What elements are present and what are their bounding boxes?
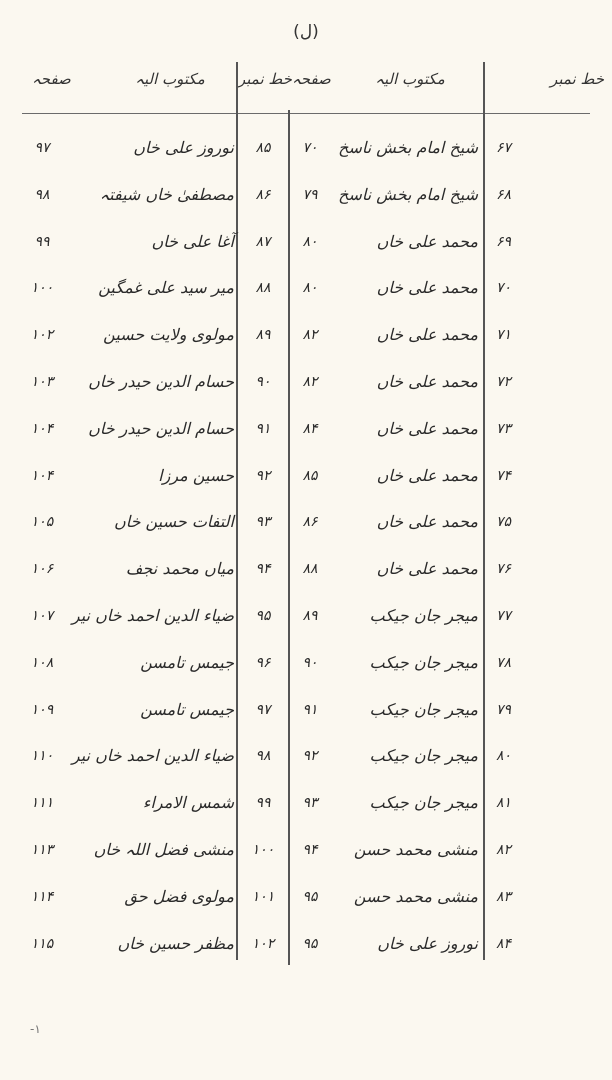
right-letter-number: ۷۷ [496, 608, 512, 624]
right-page-number: ۸۵ [302, 467, 318, 484]
left-letter-number: ۹۹ [255, 795, 271, 812]
table-row [0, 643, 612, 683]
right-letter-number: ۶۸ [496, 186, 512, 203]
right-page-number: ۸۰ [302, 280, 318, 297]
left-page-number: ۱۰۰ [30, 280, 54, 297]
right-addressee: میجر جان جیکب [369, 793, 478, 813]
header-right-page: صفحہ [292, 70, 331, 88]
left-letter-number: ۹۵ [255, 608, 271, 624]
left-addressee: میر سید علی غمگین [98, 278, 234, 298]
left-letter-number: ۹۲ [255, 467, 271, 484]
left-addressee: مولوی فضل حق [124, 886, 234, 906]
left-addressee: مظفر حسین خاں [117, 933, 234, 953]
right-page-number: ۹۴ [302, 842, 318, 858]
left-page-number: ۱۱۳ [30, 842, 54, 858]
right-addressee: نوروز علی خاں [377, 933, 478, 953]
left-page-number: ۹۷ [34, 140, 50, 156]
right-letter-number: ۶۹ [496, 233, 512, 250]
right-page-number: ۹۲ [302, 748, 318, 765]
right-addressee: محمد علی خاں [376, 278, 478, 298]
right-addressee: محمد علی خاں [376, 465, 478, 485]
right-page-number: ۷۰ [302, 140, 318, 156]
left-page-number: ۱۱۵ [30, 935, 54, 952]
left-addressee: آغا علی خاں [151, 231, 234, 251]
left-page-number: ۱۱۴ [30, 888, 54, 905]
left-addressee: مصطفیٰ خاں شیفتہ [99, 184, 234, 204]
right-addressee: میجر جان جیکب [369, 746, 478, 766]
header-rule [22, 113, 590, 114]
left-addressee: مولوی ولایت حسین [103, 325, 234, 345]
left-page-number: ۱۰۴ [30, 467, 54, 484]
left-letter-number: ۹۶ [255, 654, 271, 671]
left-page-number: ۱۰۸ [30, 654, 54, 671]
table-row [0, 456, 612, 496]
table-row [0, 268, 612, 308]
left-page-number: ۹۸ [34, 186, 50, 203]
right-addressee: منشی محمد حسن [353, 886, 478, 906]
table-row [0, 596, 612, 636]
footer-mark: -۱ [30, 1022, 41, 1036]
left-addressee: حسام الدین حیدر خاں [88, 372, 234, 391]
table-row [0, 315, 612, 355]
left-page-number: ۱۰۳ [30, 374, 54, 390]
right-letter-number: ۷۰ [496, 280, 512, 297]
table-row [0, 690, 612, 730]
right-letter-number: ۷۳ [496, 420, 512, 437]
right-letter-number: ۷۹ [496, 701, 512, 718]
left-letter-number: ۹۱ [255, 420, 271, 437]
left-addressee: حسام الدین حیدر خاں [88, 418, 234, 438]
left-letter-number: ۹۷ [255, 701, 271, 718]
right-page-number: ۷۹ [302, 186, 318, 203]
right-letter-number: ۶۷ [496, 140, 512, 156]
left-page-number: ۱۱۰ [30, 748, 54, 765]
right-addressee: محمد علی خاں [376, 231, 478, 251]
right-page-number: ۸۰ [302, 233, 318, 250]
left-addressee: ضیاء الدین احمد خاں نیر [71, 606, 234, 625]
left-letter-number: ۸۹ [255, 327, 271, 344]
page-marker: (ل) [293, 22, 319, 42]
left-addressee: التفات حسین خاں [113, 512, 234, 532]
right-page-number: ۹۵ [302, 888, 318, 905]
right-page-number: ۸۲ [302, 374, 318, 390]
table-row [0, 175, 612, 215]
left-page-number: ۱۰۹ [30, 701, 54, 718]
left-addressee: نوروز علی خاں [133, 138, 234, 157]
right-page-number: ۸۹ [302, 608, 318, 624]
right-addressee: محمد علی خاں [376, 559, 478, 579]
left-letter-number: ۱۰۰ [251, 842, 275, 858]
right-page-number: ۹۰ [302, 654, 318, 671]
left-addressee: میاں محمد نجف [125, 559, 234, 579]
right-page-number: ۸۲ [302, 327, 318, 344]
right-page-number: ۸۶ [302, 514, 318, 531]
right-letter-number: ۸۳ [496, 888, 512, 905]
table-row [0, 783, 612, 823]
table-row [0, 549, 612, 589]
header-left-addressee: مکتوب الیہ [135, 70, 205, 88]
right-addressee: میجر جان جیکب [369, 606, 478, 625]
left-page-number: ۱۰۵ [30, 514, 54, 531]
right-addressee: محمد علی خاں [376, 418, 478, 438]
left-letter-number: ۹۰ [255, 374, 271, 390]
right-page-number: ۹۳ [302, 795, 318, 812]
right-addressee: شیخ امام بخش ناسخ [338, 184, 478, 204]
left-page-number: ۱۰۴ [30, 420, 54, 437]
left-page-number: ۱۰۷ [30, 608, 54, 624]
right-letter-number: ۷۱ [496, 327, 512, 344]
left-addressee: جیمس تامسن [140, 652, 234, 672]
right-addressee: محمد علی خاں [376, 512, 478, 532]
table-row [0, 362, 612, 402]
left-letter-number: ۸۸ [255, 280, 271, 297]
left-addressee: شمس الامراء [142, 793, 234, 813]
right-letter-number: ۷۸ [496, 654, 512, 671]
table-row [0, 502, 612, 542]
left-page-number: ۹۹ [34, 233, 50, 250]
right-addressee: محمد علی خاں [376, 372, 478, 391]
right-page-number: ۸۸ [302, 561, 318, 578]
table-row [0, 222, 612, 262]
left-page-number: ۱۰۲ [30, 327, 54, 344]
left-addressee: حسین مرزا [158, 465, 234, 485]
right-addressee: شیخ امام بخش ناسخ [338, 138, 478, 157]
right-letter-number: ۸۲ [496, 842, 512, 858]
table-row [0, 830, 612, 870]
right-page-number: ۸۴ [302, 420, 318, 437]
left-letter-number: ۱۰۲ [251, 935, 275, 952]
left-letter-number: ۹۴ [255, 561, 271, 578]
header-left-number: خط نمبر [238, 70, 292, 88]
left-letter-number: ۹۸ [255, 748, 271, 765]
left-addressee: جیمس تامسن [140, 699, 234, 719]
left-letter-number: ۱۰۱ [251, 888, 275, 905]
right-addressee: منشی محمد حسن [353, 840, 478, 859]
left-page-number: ۱۰۶ [30, 561, 54, 578]
right-addressee: محمد علی خاں [376, 325, 478, 345]
table-row [0, 924, 612, 964]
right-letter-number: ۷۲ [496, 374, 512, 390]
header-right-addressee: مکتوب الیہ [375, 70, 445, 88]
right-letter-number: ۸۰ [496, 748, 512, 765]
right-letter-number: ۷۶ [496, 561, 512, 578]
right-letter-number: ۸۱ [496, 795, 512, 812]
right-addressee: میجر جان جیکب [369, 652, 478, 672]
table-row [0, 736, 612, 776]
table-row [0, 128, 612, 168]
header-right-number: خط نمبر [550, 70, 604, 88]
right-addressee: میجر جان جیکب [369, 699, 478, 719]
table-row [0, 877, 612, 917]
left-letter-number: ۸۷ [255, 233, 271, 250]
left-page-number: ۱۱۱ [30, 795, 54, 812]
right-letter-number: ۷۵ [496, 514, 512, 531]
right-page-number: ۹۱ [302, 701, 318, 718]
left-addressee: ضیاء الدین احمد خاں نیر [71, 746, 234, 766]
table-row [0, 409, 612, 449]
left-addressee: منشی فضل اللہ خاں [93, 840, 234, 859]
left-letter-number: ۹۳ [255, 514, 271, 531]
left-letter-number: ۸۶ [255, 186, 271, 203]
right-page-number: ۹۵ [302, 935, 318, 952]
right-letter-number: ۷۴ [496, 467, 512, 484]
header-left-page: صفحہ [32, 70, 71, 88]
right-letter-number: ۸۴ [496, 935, 512, 952]
left-letter-number: ۸۵ [255, 140, 271, 156]
